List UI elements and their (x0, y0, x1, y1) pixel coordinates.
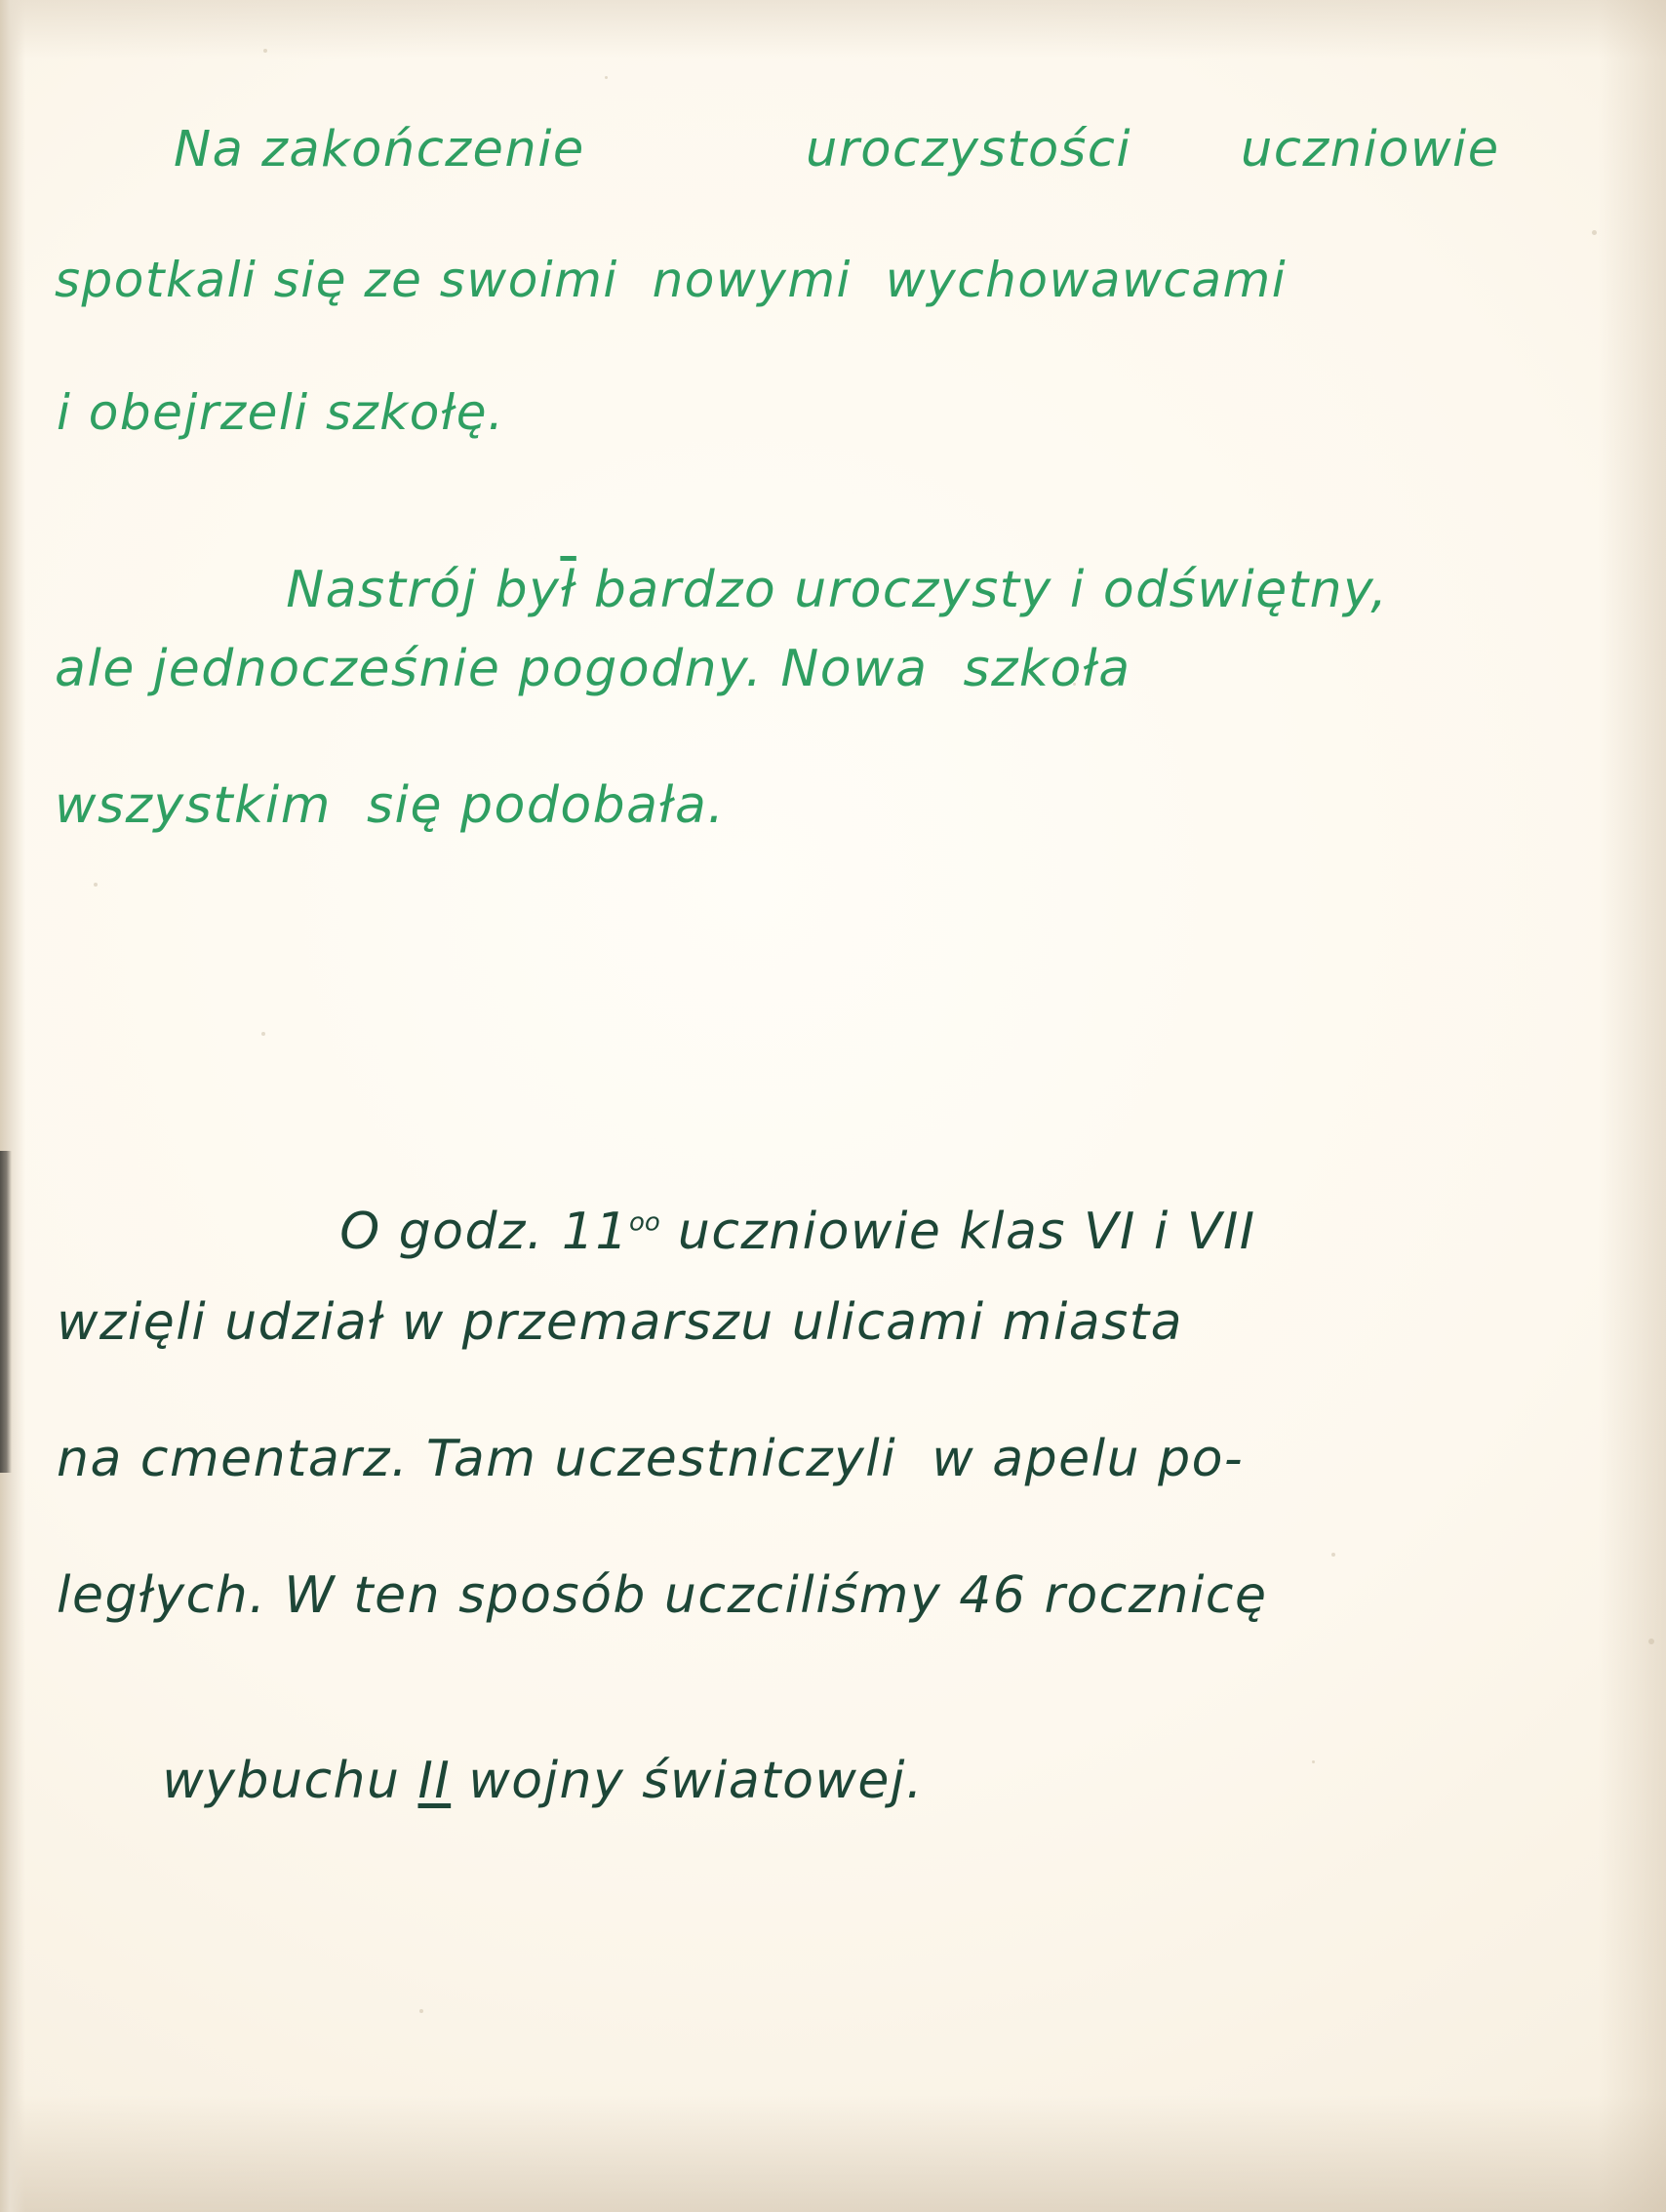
handwritten-line-8: wzięli udział w przemarszu ulicami miasta (57, 1293, 1183, 1352)
handwritten-line-11 (57, 1705, 924, 1857)
handwritten-line-1-part-3: uczniowie (1241, 121, 1500, 178)
handwritten-line-5: ale jednocześnie pogodny. Nowa szkoła (55, 640, 1131, 698)
line-4-text-b: bardzo uroczysty i odświętny, (575, 561, 1389, 619)
handwritten-line-1-part-1: Na zakończenie (174, 121, 585, 178)
line-4-macron-l: $\overline{ł}$ (560, 561, 576, 619)
handwritten-line-1-part-2: uroczystości (806, 121, 1132, 178)
handwritten-line-6: wszystkim się podobała. (55, 776, 726, 835)
line-11-roman-numeral: II (417, 1752, 452, 1810)
line-7-text-a: O godz. 11 (339, 1203, 629, 1261)
handwritten-line-7 (234, 1156, 1256, 1308)
line-11-text-a: wybuchu (162, 1752, 418, 1810)
line-11-text-b: wojny światowej. (451, 1752, 924, 1810)
handwritten-line-2: spotkali się ze swoimi nowymi wychowawcami (55, 252, 1288, 308)
line-4-text-a: Nastrój by (286, 561, 561, 619)
line-7-text-b: uczniowie klas VI i VII (659, 1203, 1256, 1261)
handwritten-line-10: ległych. W ten sposób uczciliśmy 46 rocznicę (57, 1566, 1268, 1625)
line-7-time-superscript: oo (629, 1207, 660, 1238)
handwritten-line-9: na cmentarz. Tam uczestniczyli w apelu po- (57, 1430, 1245, 1488)
handwritten-line-3: i obejrzeli szkołę. (57, 384, 505, 441)
